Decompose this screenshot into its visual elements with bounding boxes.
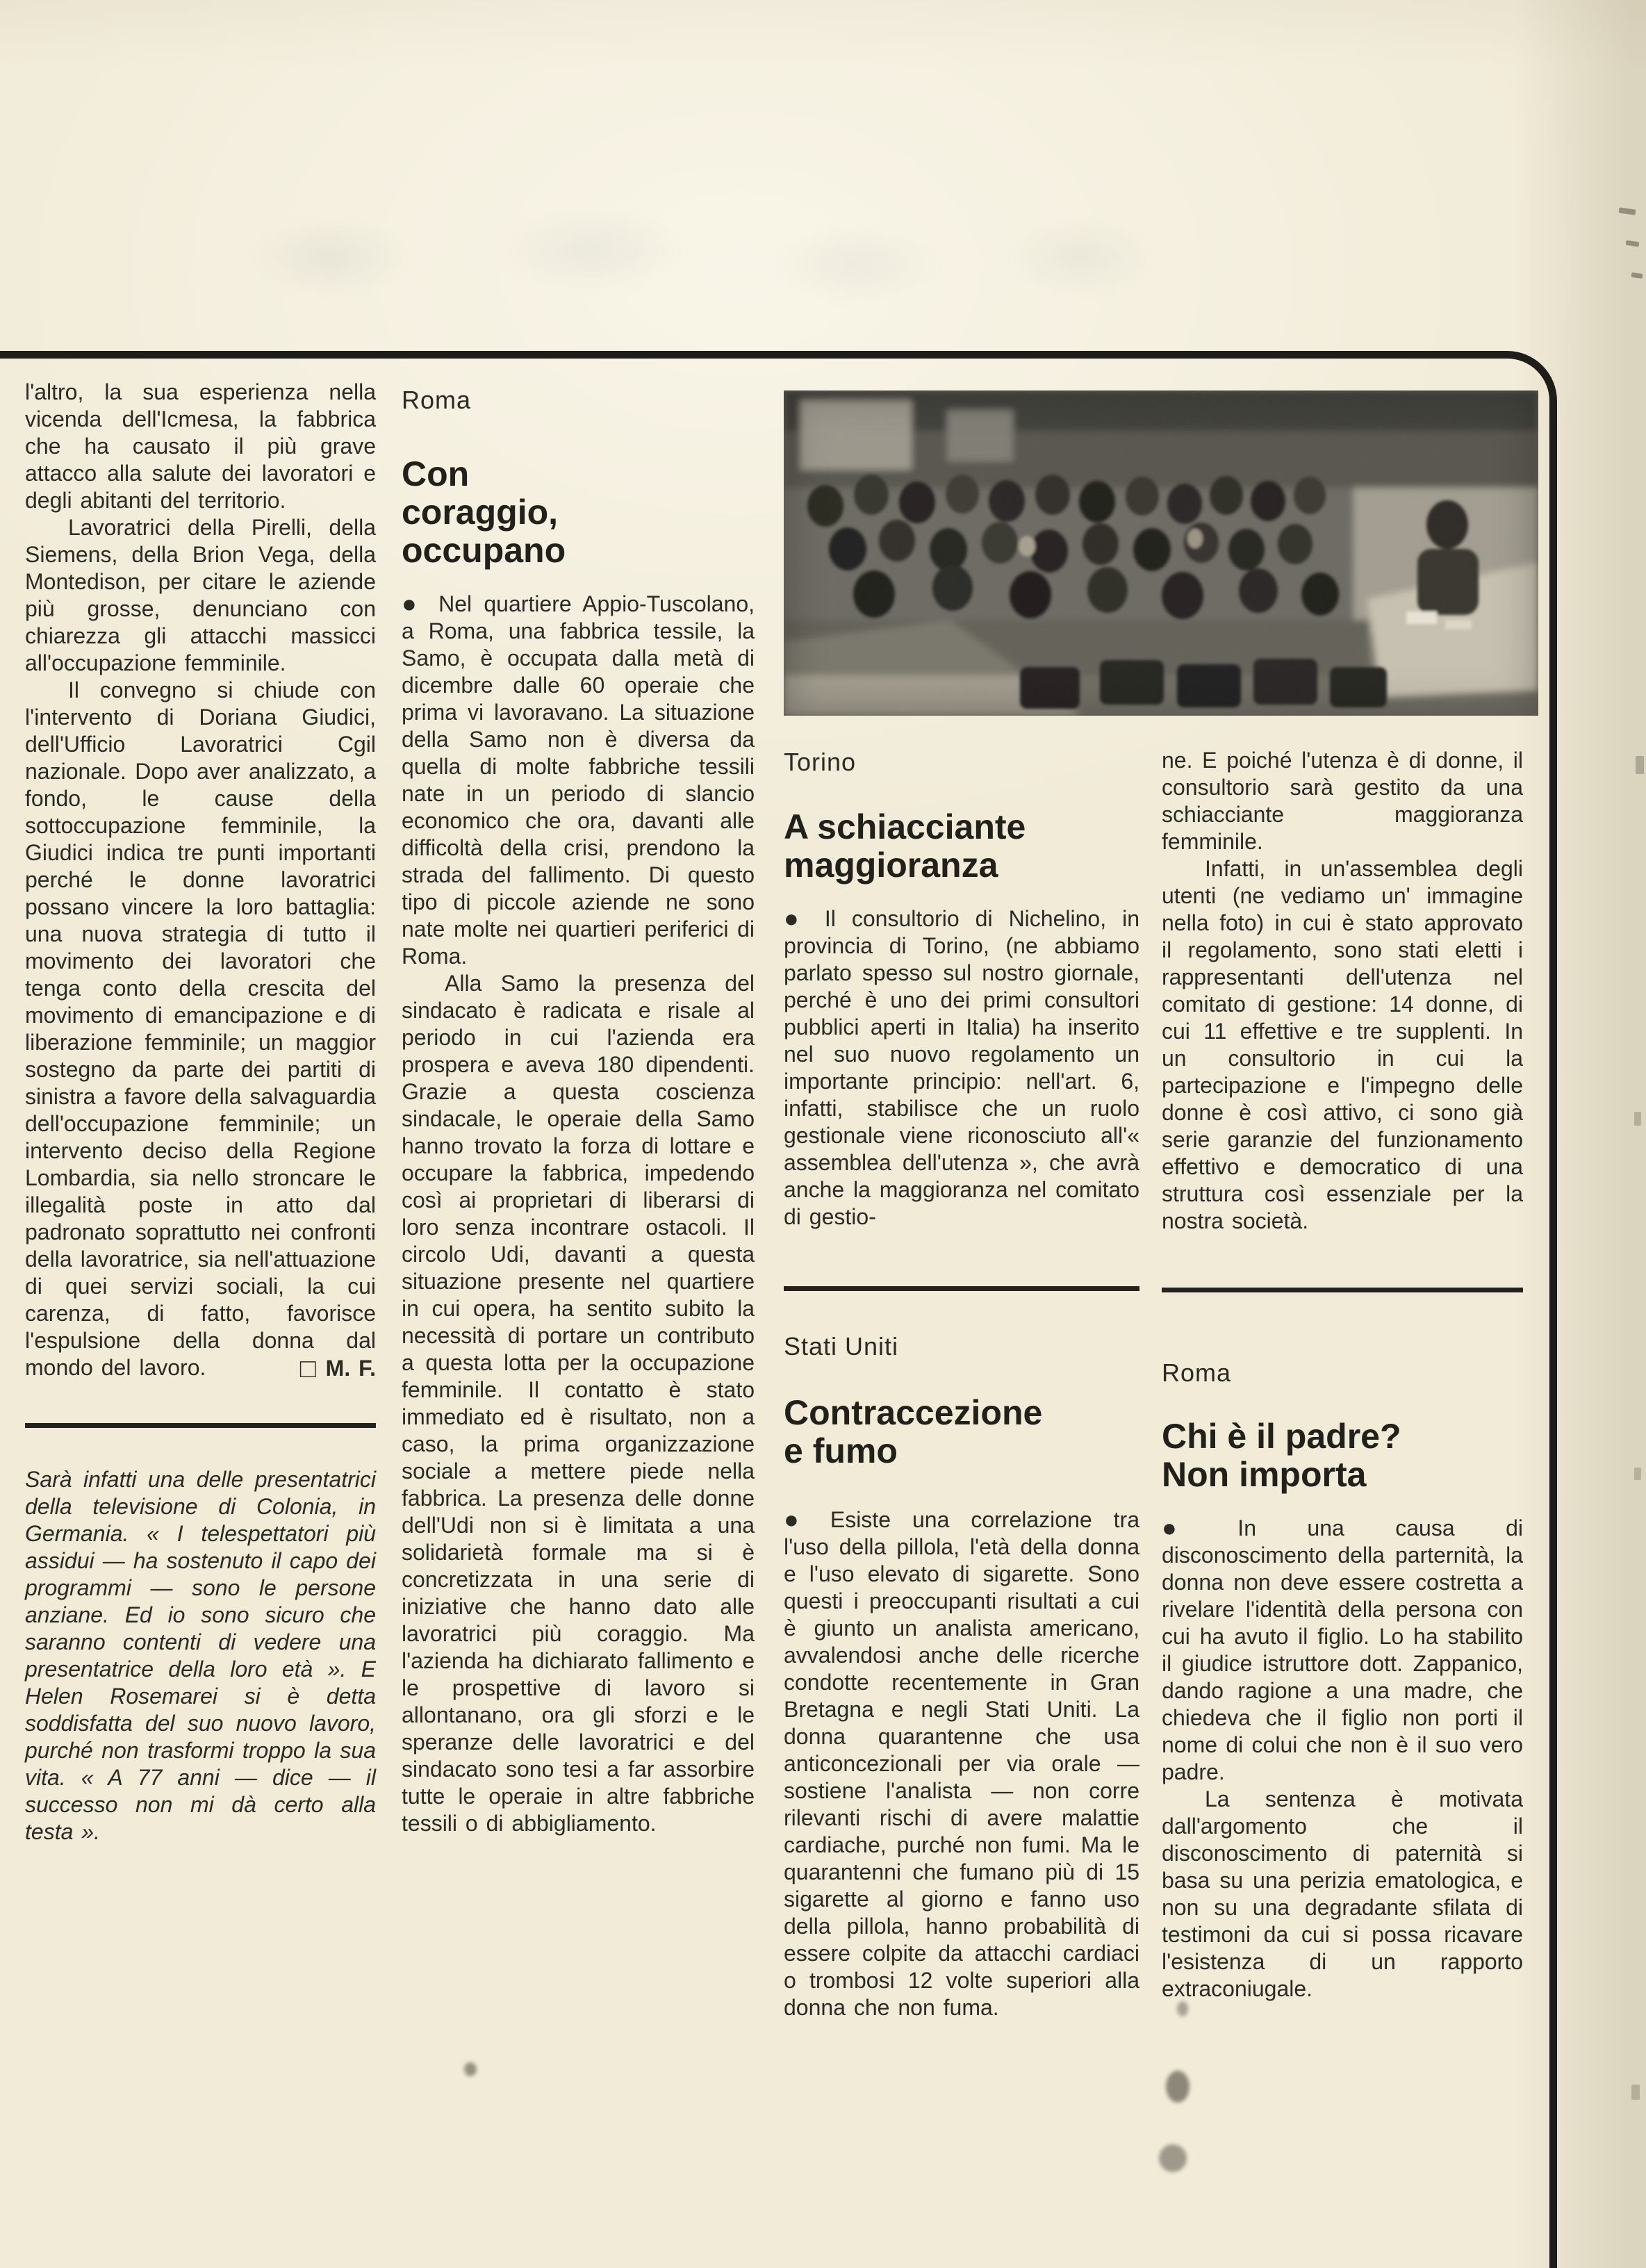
paragraph-text: Esiste una correlazione tra l'uso della pillola, l'età della donna e l'uso elevato di sigarette. Sono questi i preoccupanti risultati a cui è giunto un analista americano, avvalendosi anche delle ricerche condotte recentemente in Gran Bretagna e negli Stati Uniti. La donna quarantenne che usa anticoncezionali per via orale — sostiene l'analista — non corre rilevanti rischi di avere malattie cardiache, purché non fumi. Ma le quarantenni che fumano più di 15 sigarette al giorno e fanno uso della pillola, hanno probabilità di essere colpite da attacchi cardiaci o trombosi 12 volte superiori alla donna che non fuma. bbox=[784, 1507, 1139, 2020]
column-torino-statiuniti bbox=[784, 748, 1139, 2021]
ink-smudge bbox=[464, 2062, 477, 2076]
headline-line: coraggio, bbox=[402, 493, 559, 532]
section-divider bbox=[784, 1286, 1139, 1291]
headline-contraccezione-e-fumo bbox=[784, 1394, 1139, 1470]
scan-artifact bbox=[1619, 207, 1636, 215]
headline-con-coraggio-occupano bbox=[402, 455, 755, 570]
signature-text: M. F. bbox=[325, 1356, 376, 1381]
headline-line: occupano bbox=[402, 531, 566, 570]
body-paragraph bbox=[25, 677, 376, 1381]
author-initials bbox=[257, 1354, 376, 1382]
body-paragraph: Infatti, in un'assemblea degli utenti (ne vediamo un' immagine nella foto) in cui è stato approvato il regolamento, sono stati eletti i rappresentanti dell'utenza nel comitato di gestione: 14 donne, di cui 11 effettive e tre supplenti. In un consultorio in cui la partecipazione e l'impegno delle donne è così attivo, ci sono già serie garanzie del funzionamento effettivo e democratico di una struttura così essenziale per la nostra società. bbox=[1162, 856, 1523, 1233]
body-paragraph: La sentenza è motivata dall'argomento che il disconoscimento di paternità si basa su una perizia ematologica, e non su una degradante sfilata di testimoni da cui si possa ricavare l'esistenza di un rapporto extraconiugale. bbox=[1162, 1786, 1523, 2001]
kicker-stati-uniti: Stati Uniti bbox=[784, 1332, 899, 1361]
scan-artifact bbox=[1634, 1112, 1641, 1126]
lead-paragraph bbox=[784, 1506, 1139, 2021]
section-divider bbox=[1162, 1288, 1523, 1292]
body-paragraph: Lavoratrici della Pirelli, della Siemens, della Brion Vega, della Montedison, per citare le aziende più grosse, denunciano con chiarezza gli attacchi massicci all'occupazione femminile. bbox=[25, 515, 376, 675]
body-paragraph: l'altro, la sua esperienza nella vicenda dell'Icmesa, la fabbrica che ha causato il più grave attacco alla salute dei lavoratori e degli abitanti del territorio. bbox=[25, 379, 376, 513]
ink-smudge bbox=[1166, 2071, 1190, 2103]
kicker-roma-2: Roma bbox=[1162, 1358, 1232, 1387]
reverse-side-bleedthrough bbox=[236, 184, 1174, 330]
scan-artifact bbox=[1626, 240, 1640, 247]
end-square-glyph: □ bbox=[299, 1354, 316, 1383]
ink-smudge bbox=[1159, 2144, 1187, 2172]
headline-line: e fumo bbox=[784, 1431, 898, 1470]
headline-line: Non importa bbox=[1162, 1455, 1367, 1494]
headline-chi-e-il-padre bbox=[1162, 1418, 1523, 1494]
lead-paragraph bbox=[1162, 1515, 1523, 1786]
lead-bullet: ● bbox=[1162, 1513, 1220, 1542]
headline-line: Chi è il padre? bbox=[1162, 1417, 1401, 1456]
headline-line: Contraccezione bbox=[784, 1393, 1043, 1432]
paragraph-text: Il consultorio di Nichelino, in provincia di Torino, (ne abbiamo parlato spesso sul nostro giornale, perché è uno dei primi consultori pubblici aperti in Italia) ha inserito nel suo nuovo regolamento un importante principio: nell'art. 6, infatti, stabilisce che un ruolo gestionale viene riconosciuto all'« assemblea dell'utenza », che avrà anche la maggioranza nel comitato di gestio- bbox=[784, 906, 1140, 1229]
lead-paragraph bbox=[402, 591, 755, 970]
headline-line: A schiacciante bbox=[784, 807, 1026, 846]
headline-line: Con bbox=[402, 454, 470, 493]
kicker-torino: Torino bbox=[784, 748, 857, 776]
headline-a-schiacciante-maggioranza bbox=[784, 808, 1139, 885]
column-continuation-padre bbox=[1162, 747, 1523, 2003]
scan-artifact bbox=[1631, 272, 1643, 279]
assembly-photo bbox=[784, 391, 1538, 716]
paragraph-text: In una causa di disconoscimento della parternità, la donna non deve essere costretta a rivelare l'identità della persona con cui ha avuto il figlio. Lo ha stabilito il giudice istruttore dott. Zappanico, dando ragione a una madre, che chiedeva che il figlio non porti il nome di colui che non è il suo vero padre. bbox=[1162, 1515, 1523, 1784]
lead-bullet: ● bbox=[784, 1505, 812, 1534]
ink-smudge bbox=[1177, 2001, 1188, 2016]
headline-line: maggioranza bbox=[784, 846, 998, 885]
scan-artifact bbox=[1636, 756, 1644, 774]
italic-note-paragraph: Sarà infatti una delle presentatrici della televisione di Colonia, in Germania. « I telespettatori più assidui — ha sostenuto il capo dei programmi — sono le persone anziane. Ed io sono sicuro che saranno contenti di vedere una presentatrice della loro età ». E Helen Rosemarei si è detta soddisfatta del suo nuovo lavoro, purché non trasformi troppo la sua vita. « A 77 anni — dice — il successo non mi dà certo alla testa ». bbox=[25, 1467, 376, 1844]
lead-bullet: ● bbox=[402, 589, 421, 618]
paragraph-text: Nel quartiere Appio-Tuscolano, a Roma, una fabbrica tessile, la Samo, è occupata dalla metà di dicembre dalle 60 operaie che prima vi lavoravano. La situazione della Samo non è diversa da quella di molte fabbriche tessili nate in un periodo di slancio economico che ora, davanti alle difficoltà della crisi, prendono la strada del fallimento. Di questo tipo di piccole aziende ne sono nate molte nei quartieri periferici di Roma. bbox=[402, 591, 755, 969]
left-column bbox=[25, 379, 376, 1846]
body-paragraph: Alla Samo la presenza del sindacato è radicata e risale al periodo in cui l'azienda era prospera e aveva 180 dipendenti. Grazie a questa coscienza sindacale, le operaie della Samo hanno trovato la forza di lottare e occupare la fabbrica, impedendo così ai proprietari di liberarsi di loro senza incontrare ostacoli. Il circolo Udi, davanti a questa situazione presente nel quartiere in cui opera, ha sentito subito la necessità di portare un contributo a questa lotta per la occupazione femminile. Il contatto è stato immediato ed è risultato, non a caso, la prima organizzazione sociale a mettere piede nella fabbrica. La presenza delle donne dell'Udi non si è limitata a una solidarietà formale ma si è concretizzata in una serie di iniziative che hanno dato alle lavoratrici più coraggio. Ma l'azienda ha dichiarato fallimento e le prospettive di lavoro si allontanano, ora gli sforzi e le speranze delle lavoratrici e del sindacato sono tesi a far assorbire tutte le operaie in altre fabbriche tessili o di abbigliamento. bbox=[402, 971, 755, 1836]
paragraph-text: Il convegno si chiude con l'intervento di Doriana Giudici, dell'Ufficio Lavoratrici Cgil nazionale. Dopo aver analizzato, a fondo, le cause della sottoccupazione femminile, la Giudici indica tre punti importanti perché le donne lavoratrici possano vincere la loro battaglia: una nuova strategia di tutto il movimento dei lavoratori che tenga conto della crescita del movimento di emancipazione e di liberazione femminile; un maggior sostegno da parte dei partiti di sinistra a favore della salvaguardia dell'occupazione femminile; un intervento deciso della Regione Lombardia, sia nello stroncare le illegalità poste in atto dal padronato soprattutto nei confronti della lavoratrice, sia nell'attuazione di quei servizi sociali, la cui carenza, di fatto, favorisce l'espulsione della donna dal mondo del lavoro. bbox=[25, 677, 376, 1380]
lead-bullet: ● bbox=[784, 904, 807, 932]
lead-paragraph bbox=[784, 905, 1139, 1231]
column-roma-occupano bbox=[402, 386, 755, 1837]
scan-artifact bbox=[1631, 2085, 1640, 2100]
section-divider bbox=[25, 1423, 376, 1428]
kicker-roma: Roma bbox=[402, 386, 472, 414]
photo-vignette bbox=[784, 391, 1538, 716]
italic-note-block bbox=[25, 1466, 376, 1846]
continuation-paragraph: ne. E poiché l'utenza è di donne, il consultorio sarà gestito da una schiacciante maggioranza femminile. bbox=[1162, 748, 1523, 854]
scan-artifact bbox=[1634, 1468, 1641, 1480]
